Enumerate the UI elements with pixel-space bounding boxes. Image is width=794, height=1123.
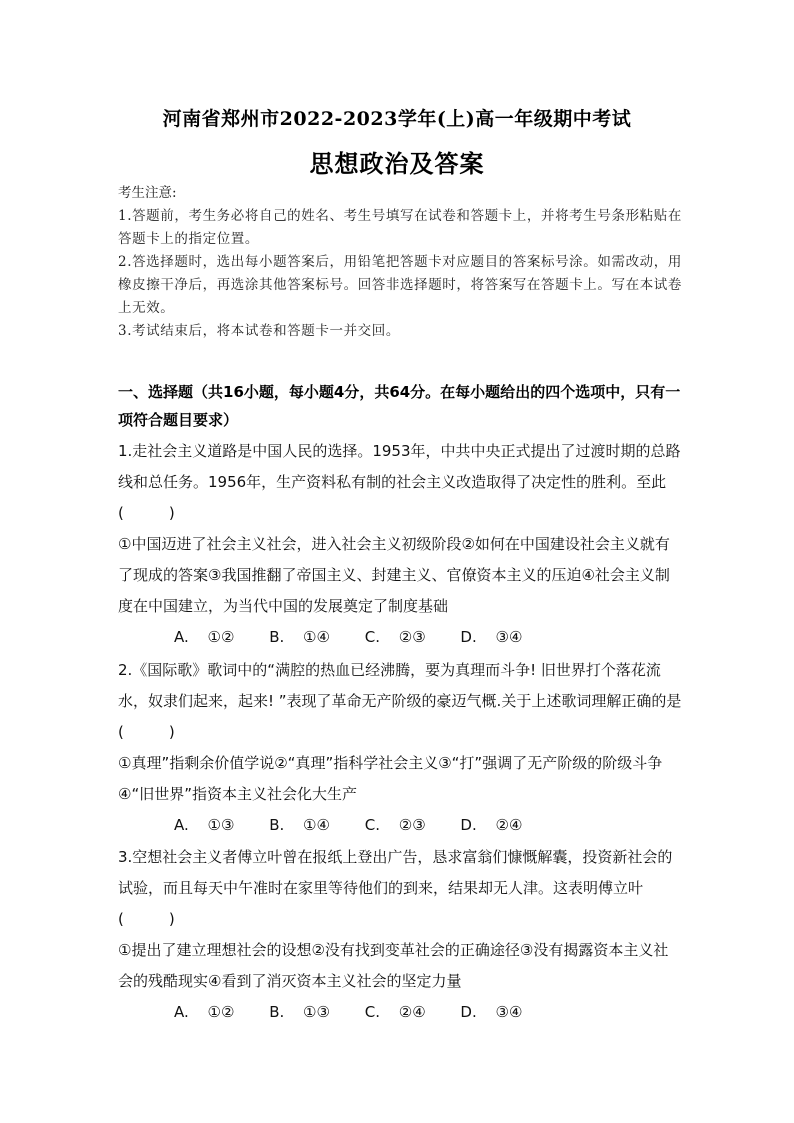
option-a: A. ①③	[174, 816, 235, 834]
question-statements: ①提出了建立理想社会的设想②没有找到变革社会的正确途径③没有揭露资本主义社会的残酷现实④看到了消灭资本主义社会的坚定力量	[118, 941, 669, 990]
section-heading: 一、选择题（共16小题，每小题4分，共64分。在每小题给出的四个选项中，只有一项符合题目要求）	[118, 383, 681, 429]
question-2	[118, 655, 683, 841]
exam-title: 河南省郑州市2022-2023学年(上)高一年级期中考试	[162, 108, 632, 130]
exam-subtitle: 思想政治及答案	[309, 149, 485, 178]
option-b: B. ①④	[269, 628, 330, 646]
option-c: C. ②③	[364, 816, 426, 834]
option-d: D. ③④	[460, 1003, 523, 1021]
notice-list	[118, 205, 683, 343]
option-c: C. ②③	[364, 628, 426, 646]
question-stem: 1.走社会主义道路是中国人民的选择。1953年，中共中央正式提出了过渡时期的总路线和总任务。1956年，生产资料私有制的社会主义改造取得了决定性的胜利。至此( )	[118, 442, 681, 522]
question-1	[118, 436, 683, 653]
question-statements: ①真理”指剩余价值学说②“真理”指科学社会主义③“打”强调了无产阶级的阶级斗争④“旧世界”指资本主义社会化大生产	[118, 754, 663, 803]
option-a: A. ①②	[174, 628, 235, 646]
question-statements: ①中国迈进了社会主义社会，进入社会主义初级阶段②如何在中国建设社会主义就有了现成的答案③我国推翻了帝国主义、封建主义、官僚资本主义的压迫④社会主义制度在中国建立，为当代中国的发展奠定了制度基础	[118, 535, 670, 615]
notice-item: 1.答题前，考生务必将自己的姓名、考生号填写在试卷和答题卡上，并将考生号条形粘贴在答题卡上的指定位置。	[118, 208, 682, 247]
question-stem: 2.《国际歌》歌词中的“满腔的热血已经沸腾，要为真理而斗争! 旧世界打个落花流水，奴隶们起来，起来! ”表现了革命无产阶级的豪迈气概.关于上述歌词理解正确的是( )	[118, 661, 682, 741]
question-stem: 3.空想社会主义者傅立叶曾在报纸上登出广告，恳求富翁们慷慨解囊，投资新社会的试验，而且每天中午准时在家里等待他们的到来，结果却无人津。这表明傅立叶( )	[118, 848, 673, 928]
option-d: D. ③④	[460, 628, 523, 646]
notice-heading: 考生注意:	[118, 185, 177, 201]
option-b: B. ①④	[269, 816, 330, 834]
question-options	[118, 622, 683, 653]
question-options	[118, 997, 683, 1028]
notice-item: 2.答选择题时，选出每小题答案后，用铅笔把答题卡对应题目的答案标号涂。如需改动，用橡皮擦干净后，再选涂其他答案标号。回答非选择题时，将答案写在答题卡上。写在本试卷上无效。	[118, 254, 682, 316]
option-d: D. ②④	[460, 816, 523, 834]
question-options	[118, 810, 683, 841]
option-c: C. ②④	[364, 1003, 426, 1021]
option-b: B. ①③	[269, 1003, 330, 1021]
question-3	[118, 842, 683, 1028]
notice-item: 3.考试结束后，将本试卷和答题卡一并交回。	[118, 323, 400, 339]
option-a: A. ①②	[174, 1003, 235, 1021]
